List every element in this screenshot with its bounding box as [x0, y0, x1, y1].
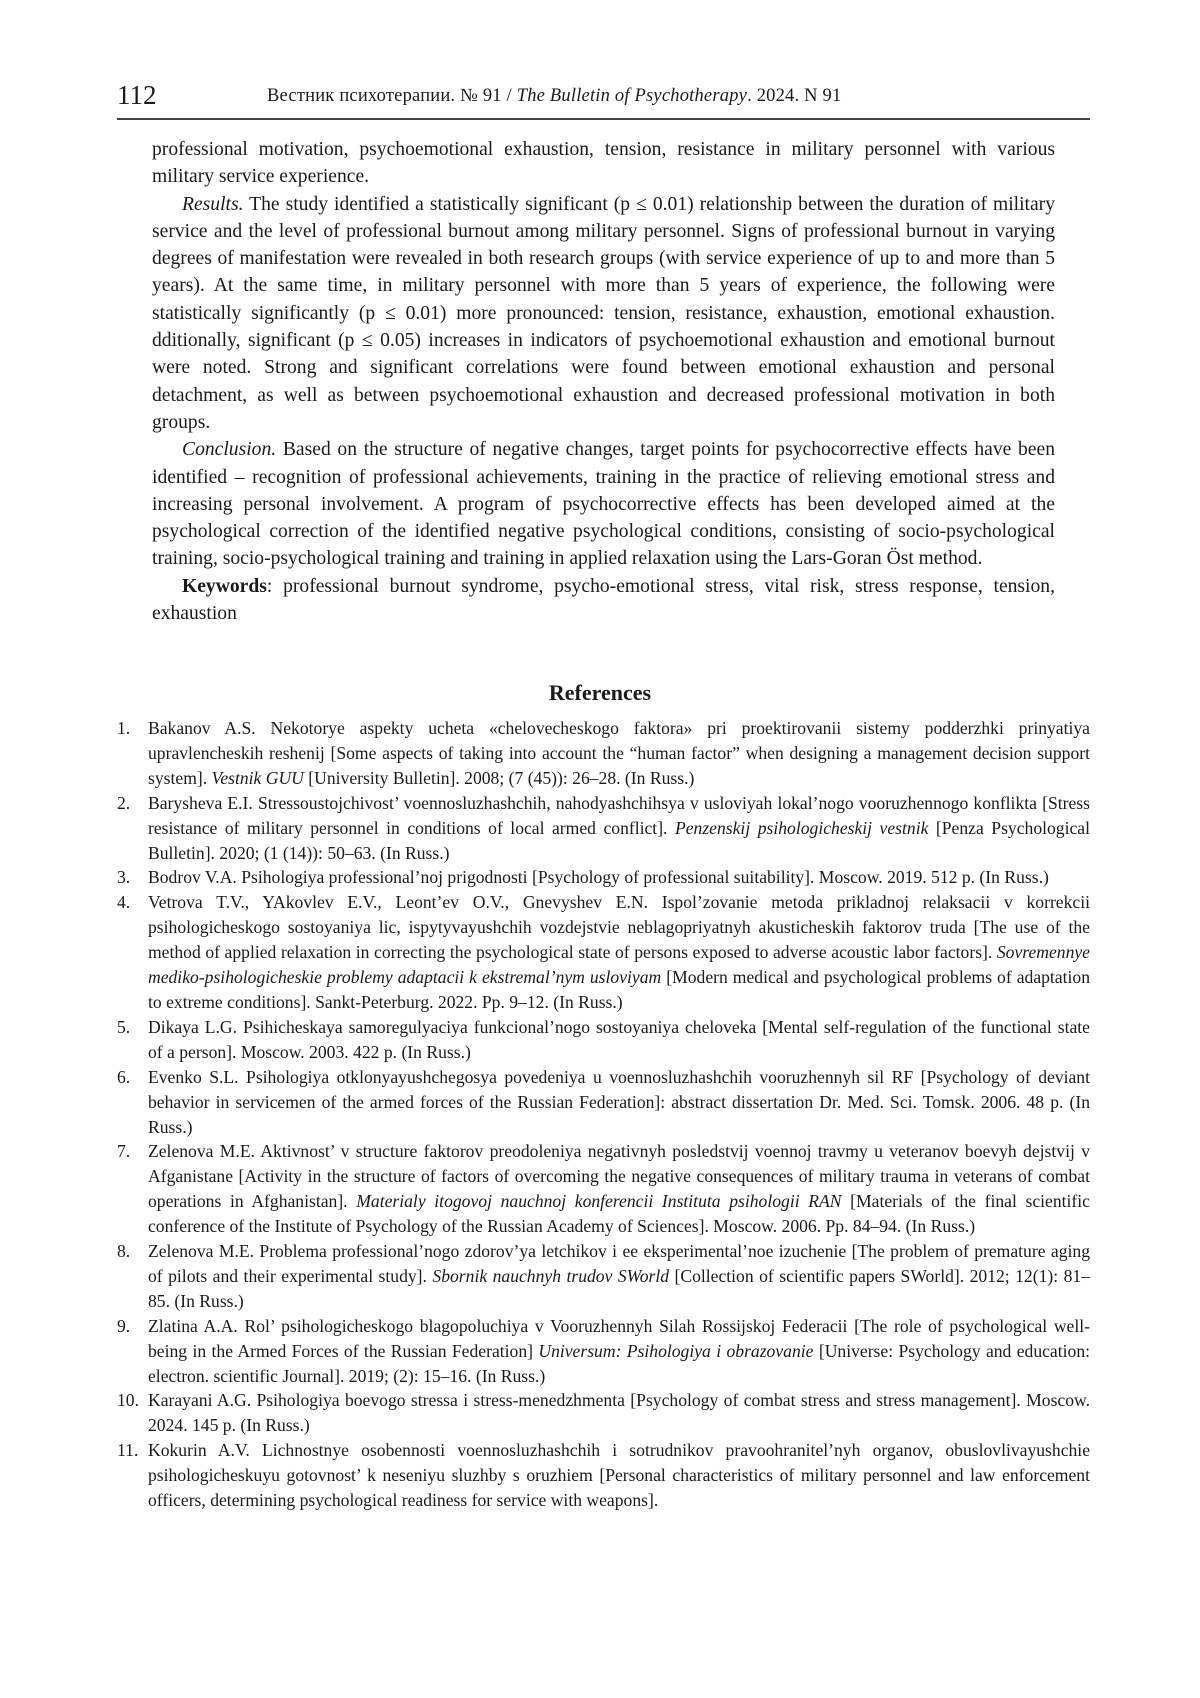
reference-text: Barysheva E.I. Stressoustojchivost’ voennosluzhashchih, nahodyashchihsya v usloviyah lokal’nogo vooruzhennogo konflikta [Stress resistance of military personnel in conditions of local armed conflict].: [148, 793, 1090, 838]
reference-details: [Penza Psychological Bulletin]. 2020; (1 (14)): 50–63. (In Russ.): [148, 818, 1090, 863]
journal-issue: . 2024. N 91: [747, 86, 841, 106]
reference-details: [University Bulletin]. 2008; (7 (45)): 26–28. (In Russ.): [304, 768, 694, 788]
journal-title: [267, 86, 841, 107]
header-separator: /: [502, 86, 517, 106]
reference-item: [117, 890, 1090, 1015]
page-number: 112: [117, 80, 157, 111]
reference-source: Vestnik GUU: [212, 768, 304, 788]
results-text: The study identified a statistically significant (p ≤ 0.01) relationship between the duration of military service and the level of professional burnout among military personnel. Signs of professional burnout in varying degrees of manifestation were revealed in both research groups (with service experience of up to and more than 5 years). At the same time, in military personnel with more than 5 years of experience, the following were statistically significantly (p ≤ 0.01) more pronounced: tension, resistance, exhaustion, emotional exhaustion. dditionally, significant (p ≤ 0.05) increases in indicators of psychoemotional exhaustion and emotional burnout were noted. Strong and significant correlations were found between emotional exhaustion and personal detachment, as well as between psychoemotional exhaustion and decreased professional motivation in both groups.: [152, 194, 1055, 433]
journal-title-en: The Bulletin of Psychotherapy: [517, 86, 747, 106]
reference-text: Zelenova M.E. Problema professional’nogo zdorov’ya letchikov i ee eksperimental’noe izuchenie [The problem of premature aging of pilots and their experimental study].: [148, 1241, 1090, 1286]
reference-text: Vetrova T.V., YAkovlev E.V., Leont’ev O.V., Gnevyshev E.N. Ispol’zovanie metoda prikladnoj relaksacii v korrekcii psihologicheskogo sostoyaniya lic, ispytyvayushchih vozdejstvie neblagopriyatnyh akusticheskih faktorov truda [The use of the method of applied relaxation in correcting the psychological state of persons exposed to adverse acoustic labor factors].: [148, 892, 1090, 962]
reference-number: 9.: [117, 1314, 130, 1339]
conclusion-text: Based on the structure of negative changes, target points for psychocorrective effects have been identified – recognition of professional achievements, training in the practice of relieving emotional stress and increasing personal involvement. A program of psychocorrective effects has been developed aimed at the psychological correction of the identified negative psychological conditions, consisting of socio-psychological training, socio-psychological training and training in applied relaxation using the Lars-Goran Öst method.: [152, 439, 1055, 569]
abstract-paragraph-results: [152, 191, 1055, 437]
reference-details: [Collection of scientific papers SWorld]. 2012; 12(1): 81–85. (In Russ.): [148, 1266, 1090, 1311]
journal-title-ru: Вестник психотерапии. № 91: [267, 86, 502, 106]
reference-item: [117, 1139, 1090, 1239]
reference-number: 1.: [117, 716, 130, 741]
reference-source: Universum: Psihologiya i obrazovanie: [538, 1341, 813, 1361]
reference-number: 4.: [117, 890, 130, 915]
reference-number: 10.: [117, 1388, 139, 1413]
reference-text: Dikaya L.G. Psihicheskaya samoregulyaciya funkcional’nogo sostoyaniya cheloveka [Mental self-regulation of the functional state of a person]. Moscow. 2003. 422 p. (In Russ.): [148, 1017, 1090, 1062]
reference-text: Kokurin A.V. Lichnostnye osobennosti voennosluzhashchih i sotrudnikov pravoohranitel’nyh organov, obuslovlivayushchie psihologicheskuyu gotovnost’ k neseniyu sluzhby s oruzhiem [Personal characteristics of military personnel and law enforcement officers, determining psychological readiness for service with weapons].: [148, 1440, 1090, 1510]
reference-item: [117, 1239, 1090, 1314]
reference-item: [117, 1388, 1090, 1438]
reference-number: 5.: [117, 1015, 130, 1040]
reference-item: [117, 791, 1090, 866]
reference-text: Bakanov A.S. Nekotorye aspekty ucheta «chelovecheskogo faktora» pri proektirovanii sistemy podderzhki prinyatiya upravlencheskih reshenij [Some aspects of taking into account the “human factor” when designing a management decision support system].: [148, 718, 1090, 788]
reference-details: [Universe: Psychology and education: electron. scientific Journal]. 2019; (2): 15–16. (In Russ.): [148, 1341, 1090, 1386]
reference-text: Bodrov V.A. Psihologiya professional’noj prigodnosti [Psychology of professional suitability]. Moscow. 2019. 512 p. (In Russ.): [148, 867, 1049, 887]
reference-item: [117, 1314, 1090, 1389]
reference-details: [Modern medical and psychological problems of adaptation to extreme conditions]. Sankt-Peterburg. 2022. Pp. 9–12. (In Russ.): [148, 967, 1090, 1012]
results-label: Results.: [182, 194, 244, 215]
reference-number: 7.: [117, 1139, 130, 1164]
reference-number: 6.: [117, 1065, 130, 1090]
reference-number: 11.: [117, 1438, 138, 1463]
reference-number: 3.: [117, 865, 130, 890]
reference-item: [117, 716, 1090, 791]
reference-item: [117, 1438, 1090, 1513]
reference-text: Evenko S.L. Psihologiya otklonyayushchegosya povedeniya u voennosluzhashchih vooruzhennyh sil RF [Psychology of deviant behavior in servicemen of the armed forces of the Russian Federation]: abstract dissertation Dr. Med. Sci. Tomsk. 2006. 48 p. (In Russ.): [148, 1067, 1090, 1137]
reference-number: 2.: [117, 791, 130, 816]
conclusion-label: Conclusion.: [182, 439, 276, 460]
reference-item: [117, 865, 1090, 890]
reference-text: Zelenova M.E. Aktivnost’ v structure faktorov preodoleniya negativnyh posledstvij voennoj travmy u veteranov boevyh dejstvij v Afganistane [Activity in the structure of factors of overcoming the negative consequences of military trauma in veterans of combat operations in Afghanistan].: [148, 1141, 1090, 1211]
abstract-body: [152, 136, 1055, 627]
reference-item: [117, 1015, 1090, 1065]
reference-source: Sovremennye mediko-psihologicheskie problemy adaptacii k ekstremal’nym usloviyam: [148, 942, 1090, 987]
reference-source: Penzenskij psihologicheskij vestnik: [675, 818, 928, 838]
reference-text: Karayani A.G. Psihologiya boevogo stressa i stress-menedzhmenta [Psychology of combat stress and stress management]. Moscow. 2024. 145 p. (In Russ.): [148, 1390, 1090, 1435]
keywords-label: Keywords: [182, 576, 267, 597]
reference-number: 8.: [117, 1239, 130, 1264]
abstract-paragraph-methods: professional motivation, psychoemotional exhaustion, tension, resistance in military personnel with various military service experience.: [152, 136, 1055, 191]
running-header: [117, 80, 1090, 120]
keywords-text: : professional burnout syndrome, psycho-emotional stress, vital risk, stress response, tension, exhaustion: [152, 576, 1055, 624]
reference-text: Zlatina A.A. Rol’ psihologicheskogo blagopoluchiya v Vooruzhennyh Silah Rossijskoj Federacii [The role of psychological well-being in the Armed Forces of the Russian Federation]: [148, 1316, 1090, 1361]
reference-source: Materialy itogovoj nauchnoj konferencii Instituta psihologii RAN: [356, 1191, 841, 1211]
references-heading: References: [0, 680, 1200, 706]
reference-source: Sbornik nauchnyh trudov SWorld: [432, 1266, 669, 1286]
references-list: [117, 716, 1090, 1513]
keywords-paragraph: [152, 573, 1055, 628]
abstract-paragraph-conclusion: [152, 436, 1055, 572]
reference-details: [Materials of the final scientific conference of the Institute of Psychology of the Russian Academy of Sciences]. Moscow. 2006. Pp. 84–94. (In Russ.): [148, 1191, 1090, 1236]
reference-item: [117, 1065, 1090, 1140]
